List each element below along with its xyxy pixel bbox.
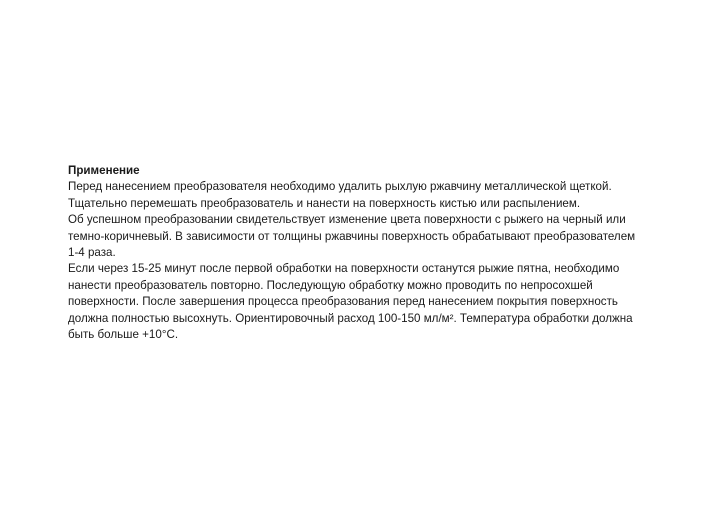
text-line: 1-4 раза. [68, 246, 116, 260]
text-line: нанести преобразователь повторно. Последующую обработку можно проводить по непросохшей [68, 278, 593, 292]
paragraph-repeat-treatment [68, 261, 668, 343]
section-heading: Применение [68, 164, 140, 177]
text-line: Перед нанесением преобразователя необходимо удалить рыхлую ржавчину металлической щеткой. [68, 180, 612, 194]
text-line: темно-коричневый. В зависимости от толщины ржавчины поверхность обрабатывают преобразователем [68, 229, 636, 243]
text-line: Об успешном преобразовании свидетельствует изменение цвета поверхности с рыжего на черный или [68, 213, 626, 227]
text-line: Если через 15-25 минут после первой обработки на поверхности останутся рыжие пятна, необходимо [68, 262, 620, 276]
text-line: быть больше +10°C. [68, 328, 179, 342]
paragraph-mixing [68, 196, 668, 212]
paragraph-color-change [68, 212, 668, 261]
text-line: Тщательно перемешать преобразователь и нанести на поверхность кистью или распылением. [68, 196, 581, 210]
text-line: должна полностью высохнуть. Ориентировочный расход 100-150 мл/м². Температура обработки должна [68, 311, 633, 325]
application-section [68, 163, 668, 343]
paragraph-rust-removal [68, 179, 668, 195]
text-line: поверхности. После завершения процесса преобразования перед нанесением покрытия поверхность [68, 295, 618, 309]
